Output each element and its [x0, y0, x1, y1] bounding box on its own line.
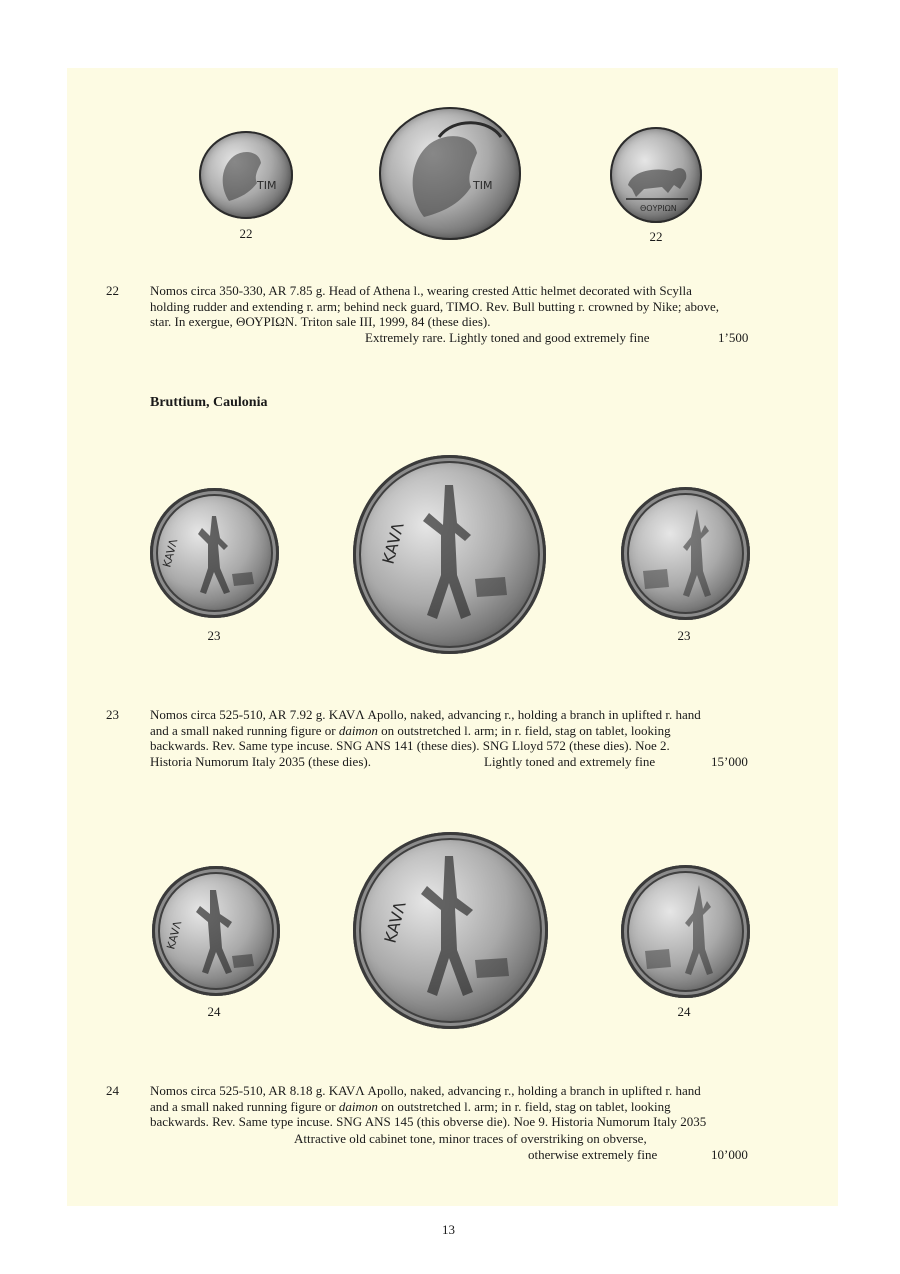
lot24-description [150, 1083, 752, 1130]
kaul-legend-large-24: KAVΛ [380, 899, 410, 946]
timo-legend-large: TIM [473, 179, 493, 192]
lot23-obverse-small-coin-image [150, 488, 279, 618]
lot23-description-line: Nomos circa 525-510, AR 7.92 g. KAVΛ Apollo, naked, advancing r., holding a branch in uplifted r. hand [150, 707, 701, 722]
lot24-obverse-coin-label: 24 [207, 1004, 221, 1019]
lot22-number: 22 [106, 283, 119, 298]
lot24-estimate: 10’000 [711, 1147, 748, 1162]
lot24-number: 24 [106, 1083, 119, 1098]
lot22-estimate: 1’500 [718, 330, 749, 345]
lot22-description-line: star. In exergue, ΘΟΥΡΙΩΝ. Triton sale III, 1999, 84 (these dies). [150, 314, 491, 330]
italic-term: daimon [338, 1098, 378, 1114]
page-number: 13 [442, 1222, 455, 1237]
lot24-description-line: Nomos circa 525-510, AR 8.18 g. KAVΛ Apollo, naked, advancing r., holding a branch in uplifted r. hand [150, 1083, 701, 1098]
lot22-description-line: Nomos circa 350-330, AR 7.85 g. Head of Athena l., wearing crested Attic helmet decorated with Scylla [150, 283, 692, 298]
lot22-obverse-small-coin-image [199, 131, 293, 219]
lot24-reverse-coin-image [621, 865, 750, 998]
lot22-obverse-coin-label: 22 [239, 226, 253, 241]
lot23-reverse-coin-label: 23 [677, 628, 691, 643]
lot24-condition-line-2: otherwise extremely fine [528, 1147, 658, 1162]
timo-legend-small: TIM [257, 179, 277, 192]
lot22-description-line: holding rudder and extending r. arm; behind neck guard, TIMO. Rev. Bull butting r. crowned by Nike; above, [150, 298, 719, 314]
thourion-exergue-legend: ΘΟΥΡΙΩΝ [640, 204, 677, 213]
lot22-reverse-coin-label: 22 [649, 229, 663, 244]
lot23-number: 23 [106, 707, 119, 722]
lot24-reverse-coin-label: 24 [677, 1004, 691, 1019]
lot22-condition: Extremely rare. Lightly toned and good extremely fine [365, 330, 650, 345]
lot22-reverse-coin-image [610, 127, 702, 223]
section-title: Bruttium, Caulonia [150, 395, 268, 410]
lot22-obverse-enlarged-coin-image [379, 107, 521, 240]
lot24-obverse-enlarged-coin-image [353, 832, 548, 1029]
lot22-description [150, 283, 752, 330]
lot23-description [150, 707, 752, 754]
lot23-obverse-coin-label: 23 [207, 628, 221, 643]
lot24-condition-line-1: Attractive old cabinet tone, minor traces of overstriking on obverse, [294, 1131, 647, 1146]
lot23-final-line-reference: Historia Numorum Italy 2035 (these dies). [150, 754, 371, 769]
lot23-reverse-coin-image [621, 487, 750, 620]
lot24-obverse-small-coin-image [152, 866, 280, 996]
kaul-legend-small-24: KAVΛ [164, 919, 185, 951]
kaul-legend-large-23: KAVΛ [378, 520, 408, 567]
lot23-condition: Lightly toned and extremely fine [484, 754, 656, 769]
lot23-obverse-enlarged-coin-image [353, 455, 546, 654]
lot23-description-line: backwards. Rev. Same type incuse. SNG ANS 141 (these dies). SNG Lloyd 572 (these dies). Noe 2. [150, 738, 670, 754]
lot23-description-line: and a small naked running figure or daimon on outstretched l. arm; in r. field, stag on tablet, looking [150, 722, 671, 738]
lot24-description-line: and a small naked running figure or daimon on outstretched l. arm; in r. field, stag on tablet, looking [150, 1098, 671, 1114]
kaul-legend-small-23: KAVΛ [160, 537, 181, 569]
italic-term: daimon [338, 722, 378, 738]
lot23-estimate: 15’000 [711, 754, 748, 769]
lot24-description-line: backwards. Rev. Same type incuse. SNG ANS 145 (this obverse die). Noe 9. Historia Numorum Italy 2035 [150, 1114, 707, 1130]
